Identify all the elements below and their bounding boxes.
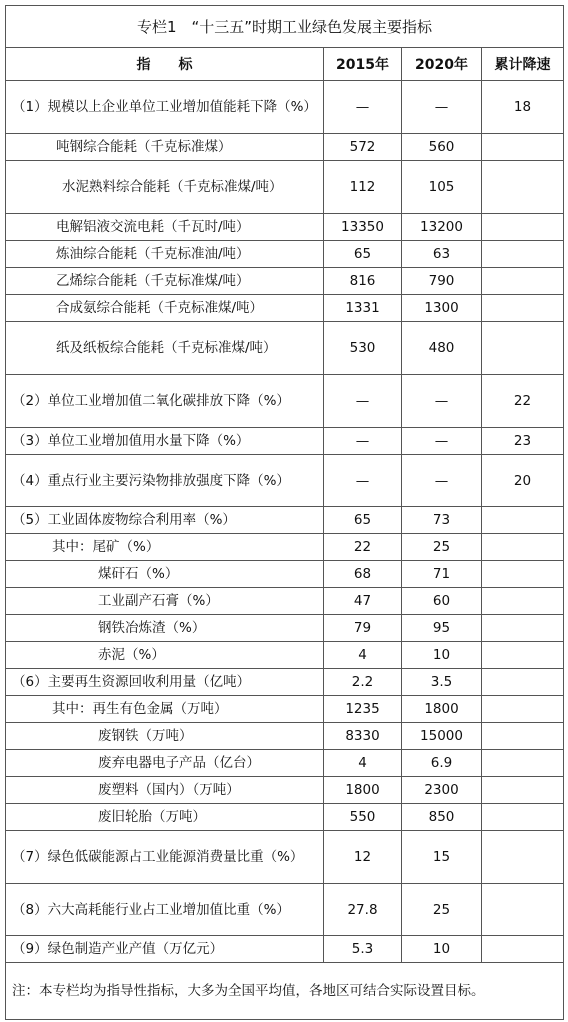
row-label: 工业副产石膏（%） [6,588,324,615]
value-rate [482,615,564,642]
value-rate [482,588,564,615]
row-label: 电解铝液交流电耗（千瓦时/吨） [6,214,324,241]
row-label: （7）绿色低碳能源占工业能源消费量比重（%） [6,831,324,884]
value-rate [482,161,564,214]
value-rate: 18 [482,81,564,134]
value-rate [482,561,564,588]
value-rate [482,322,564,375]
table-row [6,534,564,561]
value-2020: 1800 [402,696,482,723]
row-label: 乙烯综合能耗（千克标准煤/吨） [6,268,324,295]
row-label [6,161,324,214]
value-2020: — [402,455,482,507]
value-2020: 13200 [402,214,482,241]
table-footnote: 注：本专栏均为指导性指标，大多为全国平均值，各地区可结合实际设置目标。 [6,963,564,1020]
value-rate [482,642,564,669]
table-row [6,161,564,214]
value-2020: 1300 [402,295,482,322]
table-row [6,669,564,696]
table-row [6,777,564,804]
value-2015: 2.2 [324,669,402,696]
value-2020: 15000 [402,723,482,750]
value-2020: 60 [402,588,482,615]
value-rate [482,295,564,322]
value-2020: 3.5 [402,669,482,696]
value-2020: 850 [402,804,482,831]
value-2020: 10 [402,642,482,669]
row-label: 废旧轮胎（万吨） [6,804,324,831]
value-2020: — [402,375,482,428]
value-rate [482,723,564,750]
value-rate: 23 [482,428,564,455]
row-label: 吨钢综合能耗（千克标准煤） [6,134,324,161]
value-2020: 25 [402,884,482,936]
table-title: 专栏1 “十三五”时期工业绿色发展主要指标 [6,6,564,48]
table-row [6,750,564,777]
row-label: 废钢铁（万吨） [6,723,324,750]
value-rate [482,268,564,295]
table-row [6,723,564,750]
table-row [6,81,564,134]
indicator-table [5,5,564,1020]
value-2020: 560 [402,134,482,161]
value-2015: 68 [324,561,402,588]
header-cumulative-rate: 累计降速 [482,48,564,81]
value-2020: 63 [402,241,482,268]
value-2015: 65 [324,241,402,268]
table-row [6,831,564,884]
value-2020: 10 [402,936,482,963]
row-label: （9）绿色制造产业产值（万亿元） [6,936,324,963]
table-row [6,322,564,375]
row-label: 钢铁冶炼渣（%） [6,615,324,642]
value-2015: 27.8 [324,884,402,936]
value-2020: 15 [402,831,482,884]
row-label: （4）重点行业主要污染物排放强度下降（%） [6,455,324,507]
table-row [6,375,564,428]
header-indicator: 指 标 [6,48,324,81]
value-2015: 1235 [324,696,402,723]
table-row [6,507,564,534]
value-rate [482,534,564,561]
table-row [6,642,564,669]
value-2015: 1331 [324,295,402,322]
row-label: （2）单位工业增加值二氧化碳排放下降（%） [6,375,324,428]
row-label: （6）主要再生资源回收利用量（亿吨） [6,669,324,696]
value-rate [482,884,564,936]
value-2015: 22 [324,534,402,561]
table-row [6,241,564,268]
value-2015: 112 [324,161,402,214]
table-row [6,615,564,642]
header-2015: 2015年 [324,48,402,81]
row-label: （5）工业固体废物综合利用率（%） [6,507,324,534]
value-2015: 8330 [324,723,402,750]
value-2020: 73 [402,507,482,534]
value-rate [482,750,564,777]
table-row [6,696,564,723]
value-2020: — [402,428,482,455]
value-2015: 65 [324,507,402,534]
value-rate [482,669,564,696]
table-row [6,268,564,295]
row-label: 其中：尾矿（%） [6,534,324,561]
row-label: （8）六大高耗能行业占工业增加值比重（%） [6,884,324,936]
value-2015: — [324,455,402,507]
value-2015: 550 [324,804,402,831]
value-2015: — [324,375,402,428]
header-2020: 2020年 [402,48,482,81]
value-rate [482,804,564,831]
value-2020: 480 [402,322,482,375]
row-label: 赤泥（%） [6,642,324,669]
value-2020: — [402,81,482,134]
value-rate [482,134,564,161]
row-label [6,322,324,375]
table-row [6,936,564,963]
value-2015: — [324,428,402,455]
value-2015: 5.3 [324,936,402,963]
value-2020: 95 [402,615,482,642]
table-row [6,295,564,322]
value-2020: 71 [402,561,482,588]
value-2020: 25 [402,534,482,561]
table-row [6,884,564,936]
row-label: 合成氨综合能耗（千克标准煤/吨） [6,295,324,322]
value-2020: 6.9 [402,750,482,777]
value-rate [482,936,564,963]
row-label: 其中：再生有色金属（万吨） [6,696,324,723]
value-2020: 790 [402,268,482,295]
row-label: 煤矸石（%） [6,561,324,588]
value-rate: 22 [482,375,564,428]
value-2015: 47 [324,588,402,615]
value-2015: 12 [324,831,402,884]
value-2015: 79 [324,615,402,642]
table-row [6,428,564,455]
row-label: 废弃电器电子产品（亿台） [6,750,324,777]
value-2015: 816 [324,268,402,295]
value-rate [482,777,564,804]
value-rate [482,507,564,534]
value-2015: — [324,81,402,134]
row-label-text: 纸及纸板综合能耗（千克标准煤/吨） [56,340,277,356]
table-row [6,804,564,831]
table-row [6,134,564,161]
row-label: （3）单位工业增加值用水量下降（%） [6,428,324,455]
value-rate: 20 [482,455,564,507]
value-rate [482,241,564,268]
value-2015: 1800 [324,777,402,804]
value-rate [482,696,564,723]
row-label: 废塑料（国内）（万吨） [6,777,324,804]
row-label-text: 水泥熟料综合能耗（千克标准煤/吨） [62,179,283,195]
value-2015: 572 [324,134,402,161]
value-2015: 4 [324,642,402,669]
value-2020: 2300 [402,777,482,804]
value-rate [482,214,564,241]
table-row [6,455,564,507]
value-2015: 530 [324,322,402,375]
row-label: （1）规模以上企业单位工业增加值能耗下降（%） [6,81,324,134]
header-row [6,48,564,81]
row-label: 炼油综合能耗（千克标准油/吨） [6,241,324,268]
table-row [6,588,564,615]
table-row [6,214,564,241]
value-2020: 105 [402,161,482,214]
value-2015: 4 [324,750,402,777]
value-2015: 13350 [324,214,402,241]
value-rate [482,831,564,884]
table-row [6,561,564,588]
